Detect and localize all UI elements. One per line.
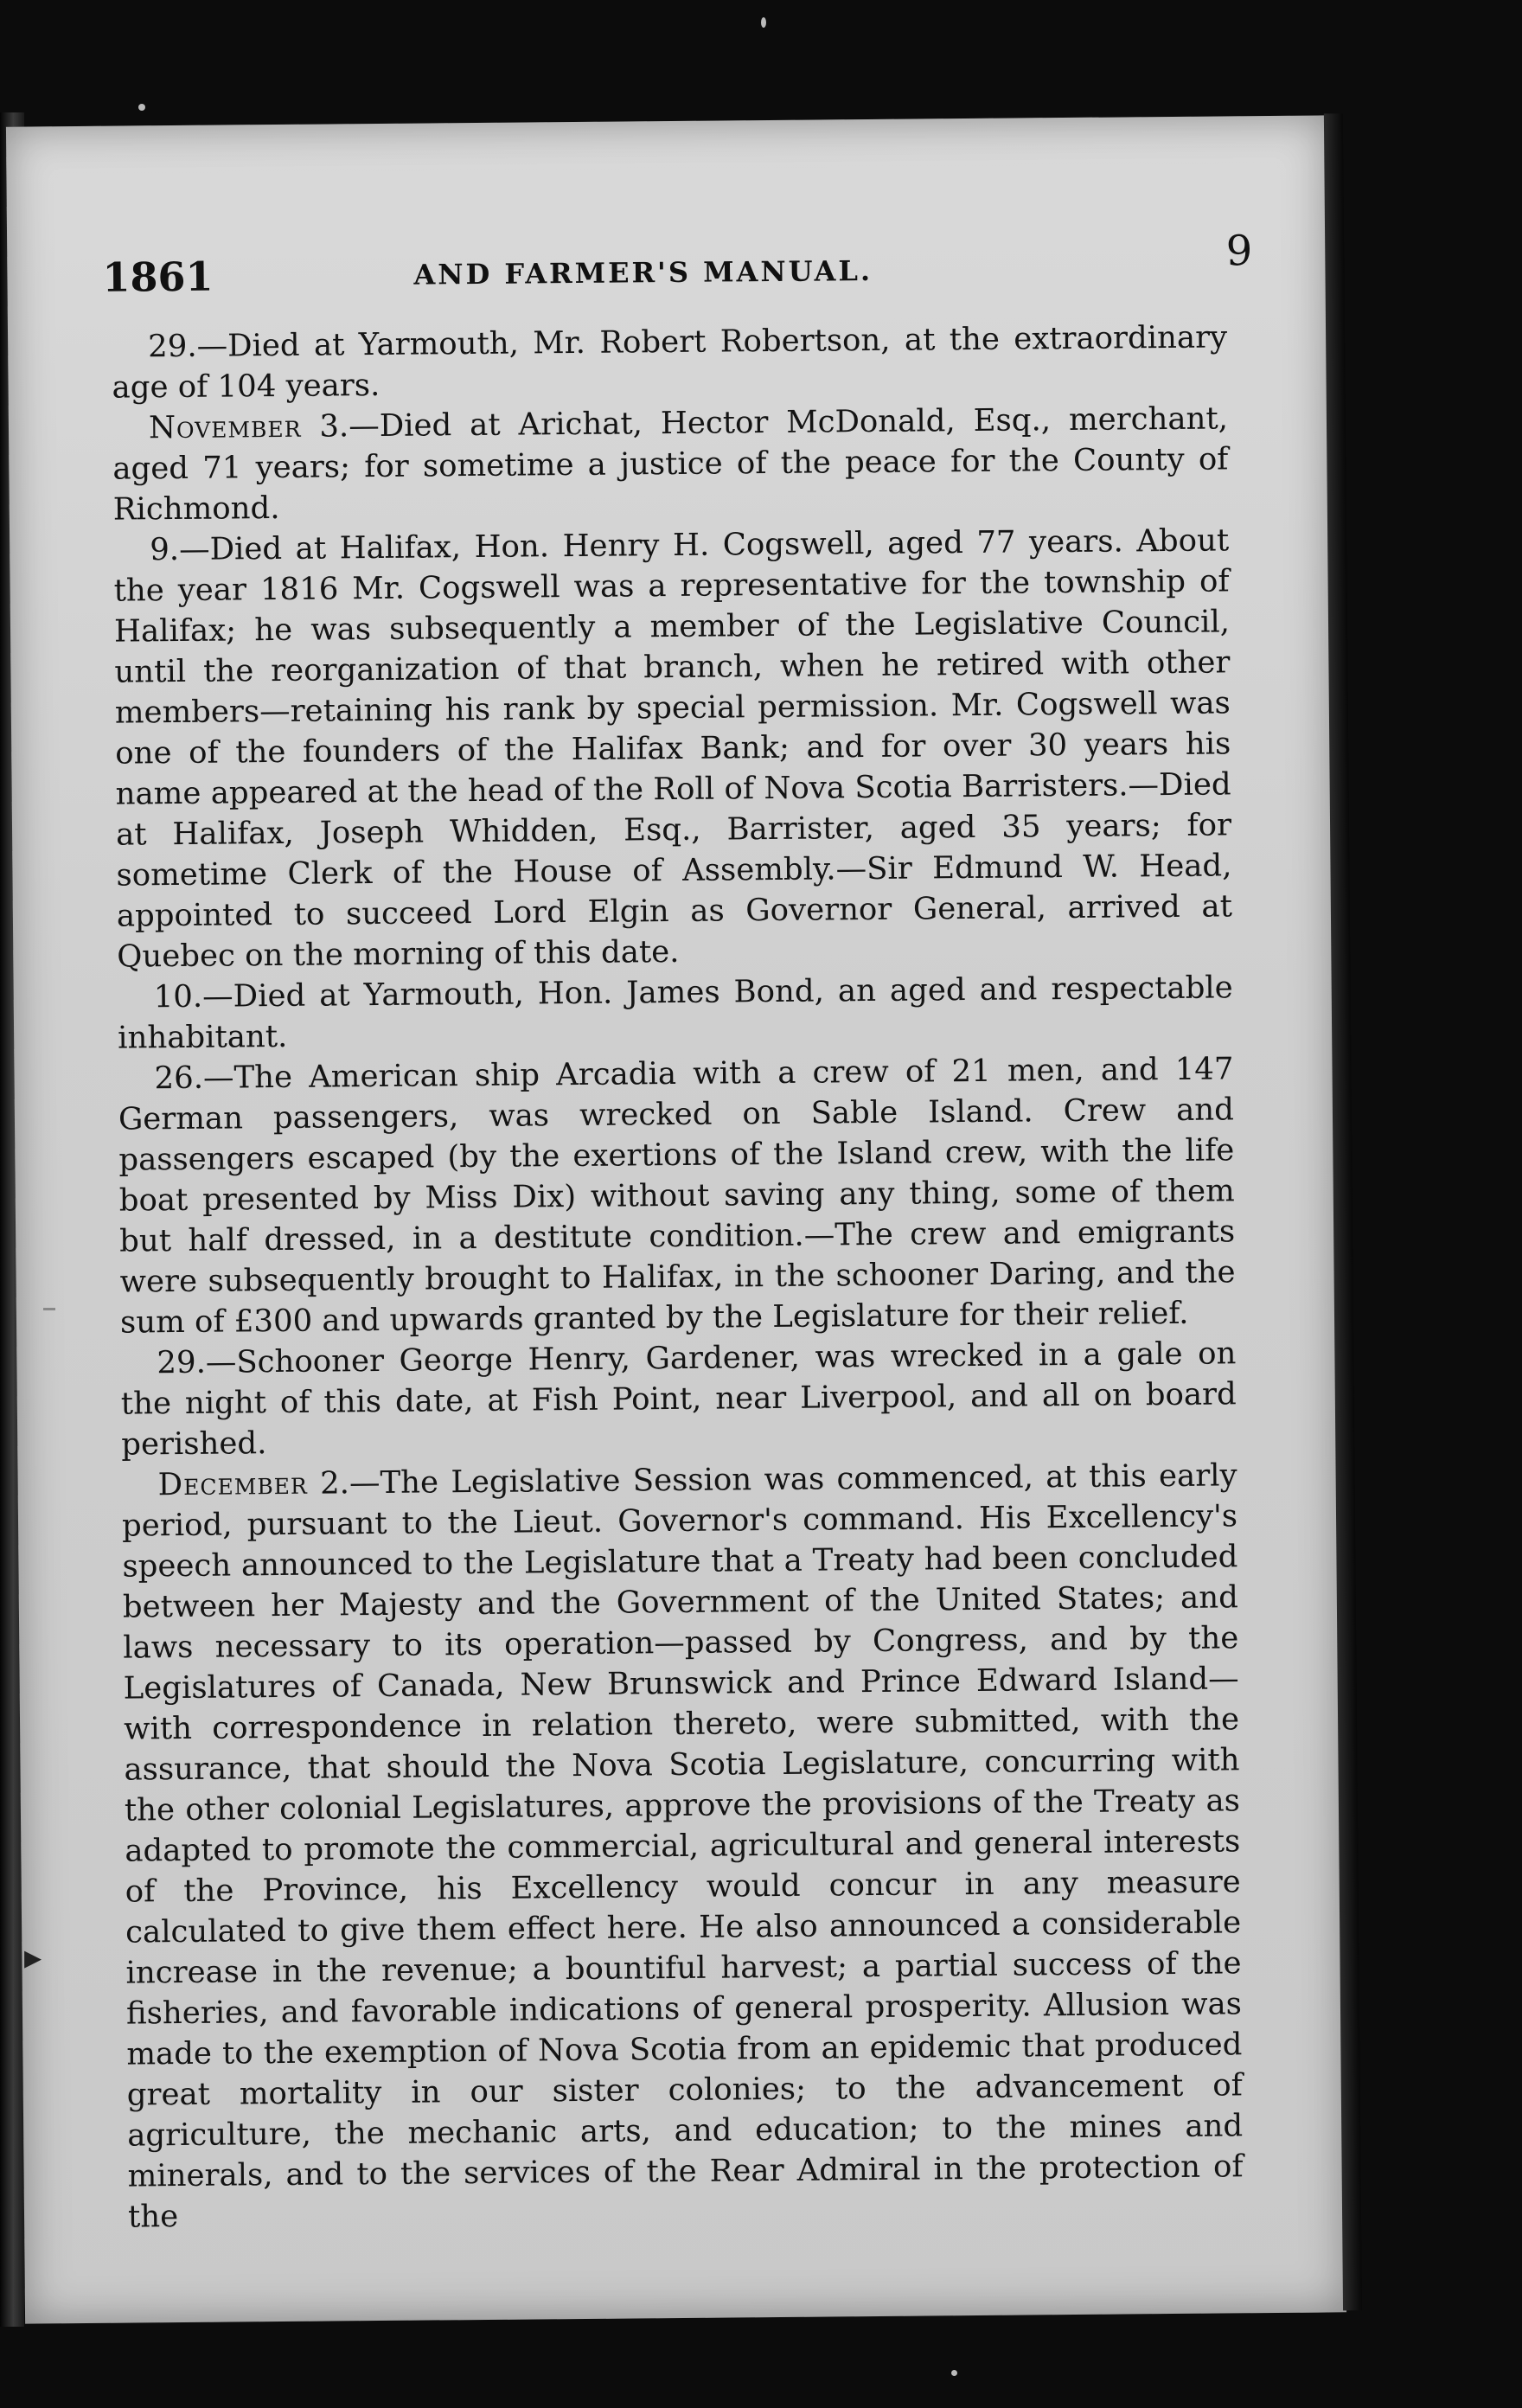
book-page	[6, 115, 1346, 2323]
entry-december-2	[121, 1455, 1244, 2237]
entry-text: 29.—Schooner George Henry, Gardener, was wrecked in a gale on the night of this date, at Fish Point, near Liverpool, and all on board perished.	[120, 1335, 1237, 1463]
entry-text: 29.—Died at Yarmouth, Mr. Robert Robertson, at the extraordinary age of 104 years.	[112, 319, 1228, 406]
entry-yarmouth-robertson	[112, 317, 1228, 407]
film-speck	[951, 2370, 957, 2376]
running-header	[102, 227, 1253, 315]
entry-november-9	[113, 520, 1232, 977]
header-title: AND FARMER'S MANUAL.	[413, 253, 873, 291]
film-speck	[138, 104, 145, 111]
entry-date-label: December	[157, 1465, 308, 1503]
entry-november-29	[120, 1333, 1237, 1464]
entry-november-26	[118, 1048, 1236, 1342]
header-year: 1861	[102, 253, 214, 301]
page-body	[112, 317, 1244, 2237]
margin-arrow-icon: ▸	[24, 1937, 42, 1977]
page-number: 9	[1225, 227, 1253, 276]
margin-tick	[43, 1308, 55, 1310]
entry-date-label: November	[148, 408, 302, 446]
entry-text: 2.—The Legislative Session was commenced, at this early period, pursuant to the Lieut. Governor's command. His Excellency's speech announced to the Legislature that a Treaty had been concluded between her Majesty and the Government of the United States; and laws necessary to its operation—passed by Congress, and by the Legislatures of Canada, New Brunswick and Prince Edward Island—with correspondence in relation thereto, were submitted, with the assurance, that should the Nova Scotia Legislature, concurring with the other colonial Legislatures, approve the provisions of the Treaty as adapted to promote the commercial, agricultural and general interests of the Province, his Excellency would concur in any measure calculated to give them effect here. He also announced a considerable increase in the revenue; a bountiful harvest; a partial success of the fisheries, and favorable indications of general prosperity. Allusion was made to the exemption of Nova Scotia from an epidemic that produced great mortality in our sister colonies; to the advancement of agriculture, the mechanic arts, and education; to the mines and minerals, and to the services of the Rear Admiral in the protection of the	[121, 1457, 1244, 2235]
entry-text: 26.—The American ship Arcadia with a crew of 21 men, and 147 German passengers, was wrecked on Sable Island. Crew and passengers escaped (by the exertions of the Island crew, with the life boat presented by Miss Dix) without saving any thing, some of them but half dressed, in a destitute condition.—The crew and emigrants were subsequently brought to Halifax, in the schooner Daring, and the sum of £300 and upwards granted by the Legislature for their relief.	[118, 1051, 1236, 1341]
entry-text: 3.—Died at Arichat, Hector McDonald, Esq., merchant, aged 71 years; for sometime a justice of the peace for the County of Richmond.	[112, 400, 1229, 528]
entry-text: 10.—Died at Yarmouth, Hon. James Bond, an aged and respectable inhabitant.	[117, 970, 1233, 1056]
page-edge-shadow	[1324, 113, 1362, 2310]
film-speck	[761, 17, 766, 28]
entry-november-3	[112, 398, 1229, 529]
entry-november-10	[118, 967, 1234, 1058]
entry-text: 9.—Died at Halifax, Hon. Henry H. Cogswell, aged 77 years. About the year 1816 Mr. Cogswell was a representative for the township of Halifax; he was subsequently a member of the Legislative Council, until the reorganization of that branch, when he retired with other members—retaining his rank by special permission. Mr. Cogswell was one of the founders of the Halifax Bank; and for over 30 years his name appeared at the head of the Roll of Nova Scotia Barristers.—Died at Halifax, Joseph Whidden, Esq., Barrister, aged 35 years; for sometime Clerk of the House of Assembly.—Sir Edmund W. Head, appointed to succeed Lord Elgin as Governor General, arrived at Quebec on the morning of this date.	[113, 522, 1233, 975]
